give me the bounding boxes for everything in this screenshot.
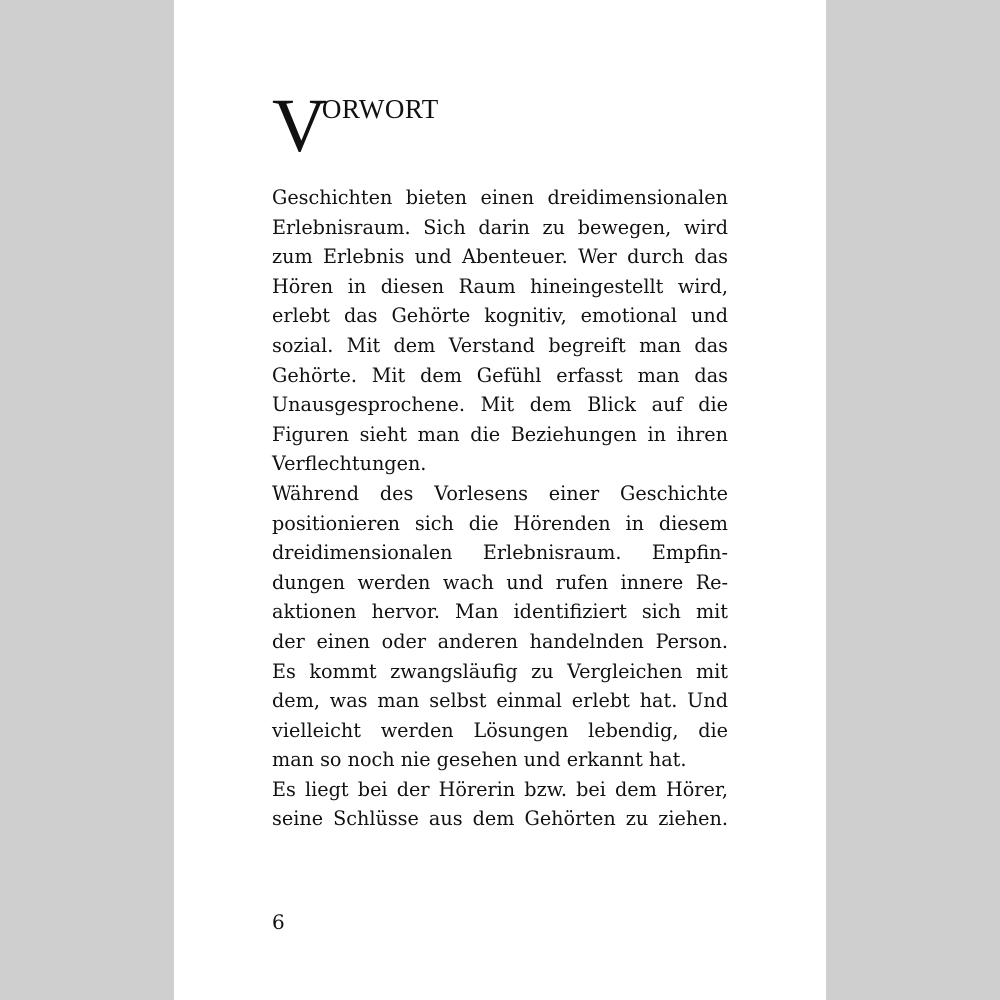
paragraph-1 bbox=[272, 183, 728, 479]
text-line: seine Schlüsse aus dem Gehörten zu ziehen. bbox=[272, 807, 728, 831]
text-line: Figuren sieht man die Beziehungen in ihren bbox=[272, 422, 728, 446]
text-line: Unausgesprochene. Mit dem Blick auf die bbox=[272, 393, 728, 417]
text-line: Während des Vorlesens einer Geschichte bbox=[272, 481, 728, 505]
text-line: dreidimensionalen Erlebnisraum. Empfin- bbox=[272, 541, 728, 565]
book-page bbox=[174, 0, 826, 1000]
text-line: erlebt das Gehörte kognitiv, emotional und bbox=[272, 304, 728, 328]
text-line: Gehörte. Mit dem Gefühl erfasst man das bbox=[272, 363, 728, 387]
text-line: man so noch nie gesehen und erkannt hat. bbox=[272, 748, 687, 772]
text-line: aktionen hervor. Man identifiziert sich mit bbox=[272, 600, 728, 624]
text-line: dungen werden wach und rufen innere Re- bbox=[272, 570, 728, 594]
text-line: Hören in diesen Raum hineingestellt wird, bbox=[272, 274, 728, 298]
text-line: vielleicht werden Lösungen lebendig, die bbox=[272, 718, 728, 742]
text-line: Verflechtungen. bbox=[272, 452, 427, 476]
page-number: 6 bbox=[272, 910, 285, 934]
paragraph-2 bbox=[272, 479, 728, 775]
heading-rest: ORWORT bbox=[321, 94, 439, 124]
text-line: Geschichten bieten einen dreidimensionalen bbox=[272, 186, 728, 209]
text-line: Erlebnisraum. Sich darin zu bewegen, wird bbox=[272, 215, 728, 239]
paragraph-3 bbox=[272, 775, 728, 834]
text-line: zum Erlebnis und Abenteuer. Wer durch das bbox=[272, 245, 728, 269]
text-line: der einen oder anderen handelnden Person. bbox=[272, 629, 728, 653]
text-line: sozial. Mit dem Verstand begreift man das bbox=[272, 333, 728, 357]
chapter-heading bbox=[272, 84, 439, 168]
text-line: positionieren sich die Hörenden in diesem bbox=[272, 511, 728, 535]
text-line: dem, was man selbst einmal erlebt hat. Und bbox=[272, 689, 728, 713]
text-line: Es kommt zwangsläufig zu Vergleichen mit bbox=[272, 659, 728, 683]
body-text bbox=[272, 183, 728, 834]
heading-initial: V bbox=[272, 84, 327, 168]
text-line: Es liegt bei der Hörerin bzw. bei dem Hörer, bbox=[272, 777, 728, 801]
